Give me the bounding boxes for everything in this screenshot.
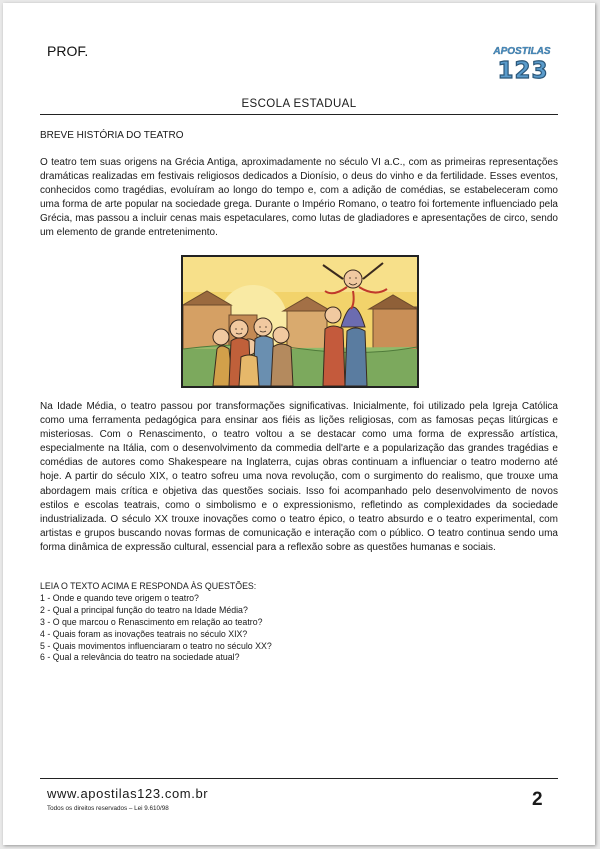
footer-divider	[40, 778, 558, 779]
article-title: BREVE HISTÓRIA DO TEATRO	[40, 130, 184, 141]
worksheet-page	[3, 3, 595, 845]
website-link[interactable]: www.apostilas123.com.br	[47, 786, 209, 801]
illustration-art	[183, 257, 417, 386]
paragraph-2: Na Idade Média, o teatro passou por transformações significativas. Inicialmente, foi utilizado pela Igreja Católica como uma ferramenta pedagógica para ensinar aos fiéis as lições religiosas, com as famosas peças litúrgicas e misteriosas. Com o Renascimento, o teatro voltou a se destacar como uma forma de expressão artística, especialmente na Itália, com o desenvolvimento da commedia dell'arte e a popularização das grandes tragédias e comédias de autores como Shakespeare na Inglaterra, cujas obras continuam a influenciar o teatro moderno até hoje. A partir do século XIX, o teatro sofreu uma nova revolução, com o surgimento do realismo, que trouxe uma abordagem mais crítica e objetiva das questões sociais. Isso foi acompanhado pelo desenvolvimento de novos estilos e escolas teatrais, como o simbolismo e o expressionismo, refletindo as complexidades da sociedade industrializada. O século XX trouxe inovações como o teatro épico, o teatro absurdo e o teatro experimental, com artistas e grupos buscando novas formas de comunicação e interação com o público. O teatro continua sendo uma forma dinâmica de expressão cultural, essencial para a reflexão sobre as questões humanas e sociais.	[40, 401, 558, 553]
question-item: 2 - Qual a principal função do teatro na Idade Média?	[40, 604, 248, 615]
questions-instruction: LEIA O TEXTO ACIMA E RESPONDA ÀS QUESTÕES:	[40, 581, 257, 591]
page-number: 2	[532, 789, 543, 810]
paragraph-1: O teatro tem suas origens na Grécia Antiga, aproximadamente no século VI a.C., com as primeiras representações dramáticas realizadas em festivais religiosos dedicados a Dionísio, o deus do vinho e da fertilidade. Esses eventos, conhecidos como tragédias, evoluíram ao longo do tempo e, com a adição de comédias, se estabeleceram como uma forma de arte popular na sociedade grega. Durante o Império Romano, o teatro foi fortemente influenciado pela Grécia, mas passou a incluir cenas mais espetaculares, como lutas de gladiadores e apresentações de circo, sendo um elemento de grande entretenimento.	[40, 157, 558, 239]
copyright-notice: Todos os direitos reservados – Lei 9.610/98	[47, 805, 169, 812]
question-item: 3 - O que marcou o Renascimento em relação ao teatro?	[40, 616, 263, 627]
question-item: 1 - Onde e quando teve origem o teatro?	[40, 592, 199, 603]
svg-text:123: 123	[497, 58, 549, 84]
svg-text:APOSTILAS: APOSTILAS	[493, 46, 551, 57]
school-name: ESCOLA ESTADUAL	[241, 98, 357, 110]
apostilas-logo	[491, 41, 553, 85]
question-item: 5 - Quais movimentos influenciaram o teatro no século XX?	[40, 640, 272, 651]
prof-label: PROF.	[47, 43, 89, 59]
question-item: 4 - Quais foram as inovações teatrais no século XIX?	[40, 628, 248, 639]
questions-section	[40, 581, 558, 664]
question-item: 6 - Qual a relevância do teatro na sociedade atual?	[40, 652, 240, 663]
theater-illustration	[181, 255, 419, 388]
header-divider	[40, 114, 558, 115]
